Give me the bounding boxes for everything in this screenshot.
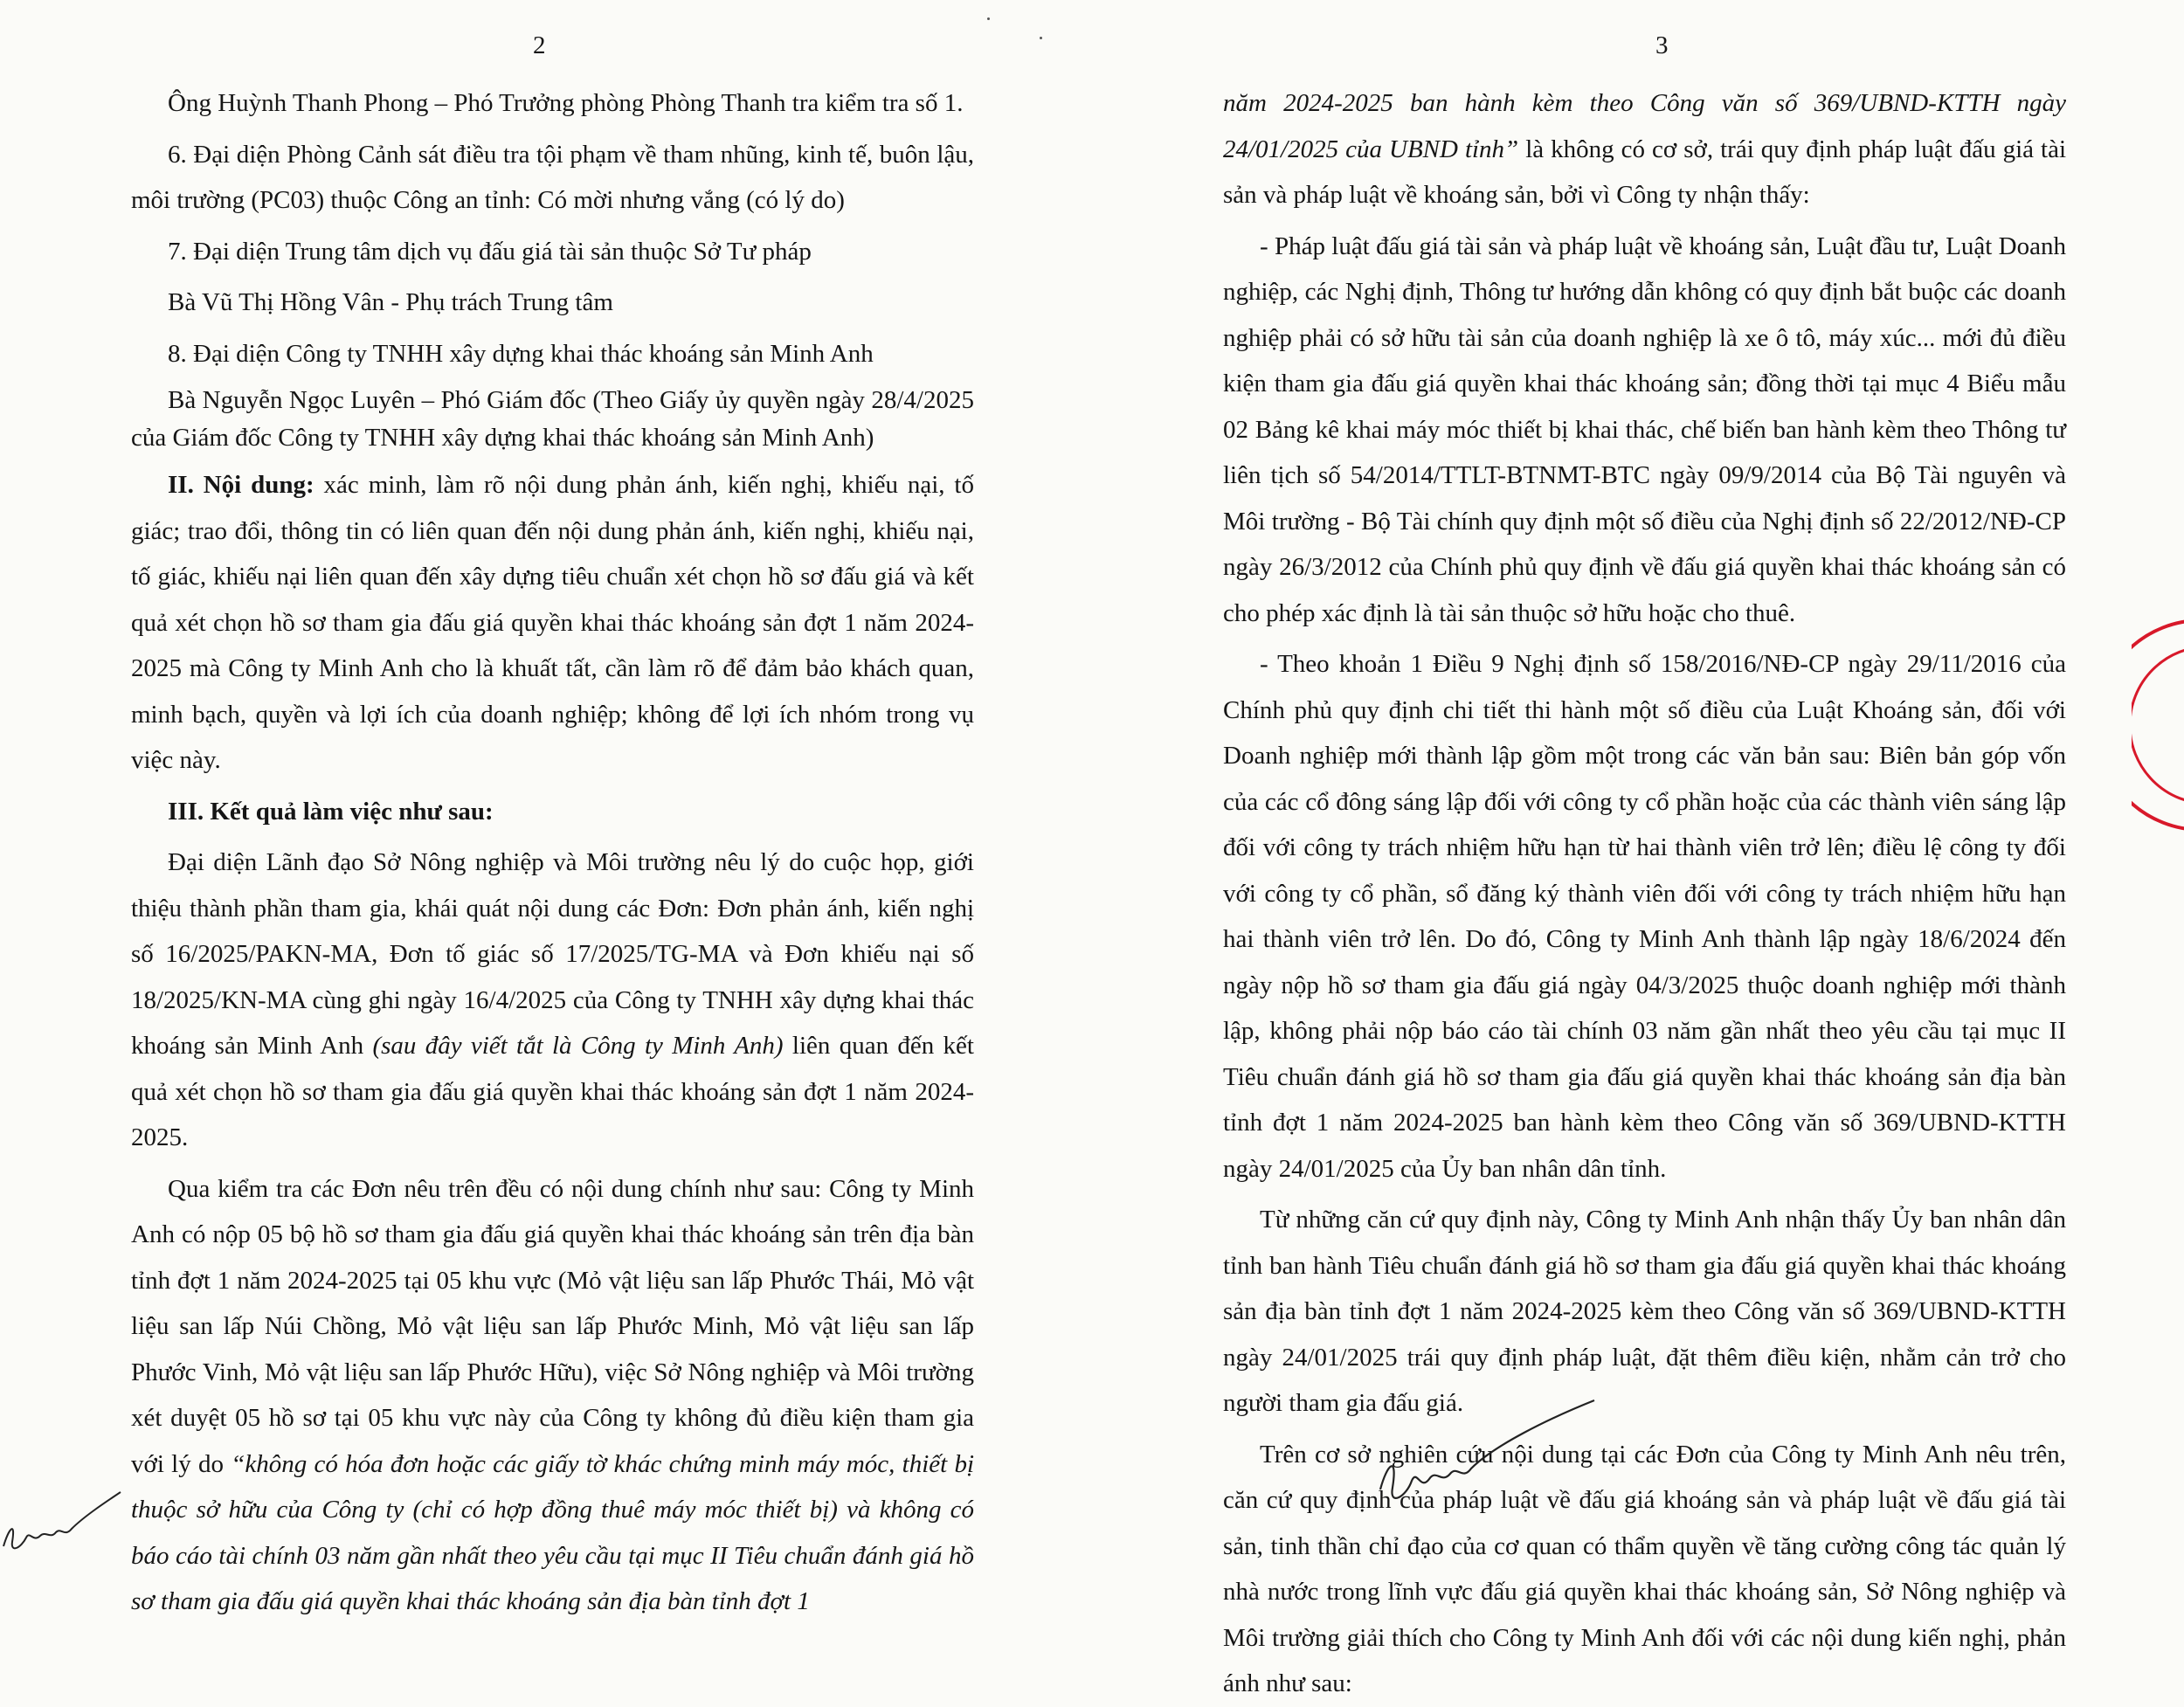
paragraph: - Pháp luật đấu giá tài sản và pháp luật về khoáng sản, Luật đầu tư, Luật Doanh nghiệp, các Nghị định, Thông tư hướng dẫn không có quy định bắt buộc các doanh nghiệp phải có sở hữu tài sản của doanh nghiệp là xe ô tô, máy xúc... mới đủ điều kiện tham gia đấu giá quyền khai thác khoáng sản; đồng thời tại mục 4 Biểu mẫu 02 Bảng kê khai máy móc thiết bị khai thác, chế biến ban hành kèm theo Thông tư liên tịch số 54/2014/TTLT-BTNMT-BTC ngày 09/9/2014 của Bộ Tài nguyên và Môi trường - Bộ Tài chính quy định một số điều của Nghị định số 22/2012/NĐ-CP ngày 26/3/2012 của Chính phủ quy định về đấu giá quyền khai thác khoáng sản có cho phép xác định là tài sản thuộc sở hữu hoặc cho thuê.: [1223, 232, 2066, 627]
signature-icon: [1372, 1393, 1599, 1524]
paragraph: - Theo khoản 1 Điều 9 Nghị định số 158/2016/NĐ-CP ngày 29/11/2016 của Chính phủ quy định chi tiết thi hành một số điều của Luật Khoáng sản, đối với Doanh nghiệp mới thành lập gồm một trong các văn bản sau: Biên bản góp vốn của các cổ đông sáng lập đối với công ty cổ phần hoặc của các thành viên sáng lập đối với công ty trách nhiệm hữu hạn từ hai thành viên trở lên; điều lệ công ty đối với công ty cổ phần, sổ đăng ký thành viên đối với công ty trách nhiệm hữu hạn hai thành viên trở lên. Do đó, Công ty Minh Anh thành lập ngày 18/6/2024 đến ngày nộp hồ sơ tham gia đấu giá ngày 04/3/2025 thuộc doanh nghiệp mới thành lập, không phải nộp báo cáo tài chính 03 năm gần nhất theo yêu cầu tại mục II Tiêu chuẩn đánh giá hồ sơ tham gia đấu giá quyền khai thác khoáng sản địa bàn tỉnh đợt 1 năm 2024-2025 ban hành kèm theo Công văn số 369/UBND-KTTH ngày 24/01/2025 của Ủy ban nhân dân tỉnh.: [1223, 650, 2066, 1183]
paragraph: Từ những căn cứ quy định này, Công ty Minh Anh nhận thấy Ủy ban nhân dân tỉnh ban hành Tiêu chuẩn đánh giá hồ sơ tham gia đấu giá quyền khai thác khoáng sản địa bàn tỉnh đợt 1 năm 2024-2025 kèm theo Công văn số 369/UBND-KTTH ngày 24/01/2025 trái quy định pháp luật, đặt thêm điều kiện, nhằm cản trở cho người tham gia đấu giá.: [1223, 1206, 2066, 1417]
paragraph: năm 2024-2025 ban hành kèm theo Công văn số 369/UBND-KTTH ngày 24/01/2025 của UBND tỉnh” là không có cơ sở, trái quy định pháp luật đấu giá tài sản và pháp luật về khoáng sản, bởi vì Công ty nhận thấy:: [1223, 89, 2067, 209]
section-heading: III. Kết quả làm việc như sau:: [168, 797, 494, 826]
page-body: [131, 80, 974, 1625]
paragraph: Bà Nguyễn Ngọc Luyên – Phó Giám đốc (Theo Giấy ủy quyền ngày 28/4/2025 của Giám đốc Công ty TNHH xây dựng khai thác khoáng sản Minh Anh): [131, 386, 974, 452]
page-number: 2: [533, 31, 546, 59]
paragraph: 6. Đại diện Phòng Cảnh sát điều tra tội phạm về tham nhũng, kinh tế, buôn lậu, môi trường (PC03) thuộc Công an tỉnh: Có mời nhưng vắng (có lý do): [131, 140, 974, 214]
document-page-left: [0, 0, 1092, 1615]
paragraph: Qua kiểm tra các Đơn nêu trên đều có nội dung chính như sau: Công ty Minh Anh có nộp 05 bộ hồ sơ tham gia đấu giá quyền khai thác khoáng sản trên địa bàn tỉnh đợt 1 năm 2024-2025 tại 05 khu vực (Mỏ vật liệu san lấp Phước Thái, Mỏ vật liệu san lấp Núi Chồng, Mỏ vật liệu san lấp Phước Minh, Mỏ vật liệu san lấp Phước Vinh, Mỏ vật liệu san lấp Phước Hữu), việc Sở Nông nghiệp và Môi trường xét duyệt 05 hồ sơ tại 05 khu vực này của Công ty không đủ điều kiện tham gia với lý do “không có hóa đơn hoặc các giấy tờ khác chứng minh máy móc, thiết bị thuộc sở hữu của Công ty (chỉ có hợp đồng thuê máy móc thiết bị) và không có báo cáo tài chính 03 năm gần nhất theo yêu cầu tại mục II Tiêu chuẩn đánh giá hồ sơ tham gia đấu giá quyền khai thác khoáng sản địa bàn tỉnh đợt 1: [131, 1174, 975, 1615]
paragraph: Trên cơ sở nghiên cứu nội dung tại các Đơn của Công ty Minh Anh nêu trên, căn cứ quy định của pháp luật về đấu giá khoáng sản và pháp luật về đấu giá tài sản, tinh thần chỉ đạo của cơ quan có thẩm quyền về tăng cường công tác quản lý nhà nước trong lĩnh vực đấu giá quyền khai thác khoáng sản, Sở Nông nghiệp và Môi trường giải thích cho Công ty Minh Anh đối với các nội dung kiến nghị, phản ánh như sau:: [1223, 1440, 2066, 1697]
stamp-icon: [2132, 612, 2184, 839]
document-page-right: [1092, 0, 2184, 1697]
paragraph: 7. Đại diện Trung tâm dịch vụ đấu giá tài sản thuộc Sở Tư pháp: [168, 237, 812, 266]
paragraph: Bà Vũ Thị Hồng Vân - Phụ trách Trung tâm: [168, 288, 613, 316]
section-heading: II. Nội dung:: [168, 471, 314, 499]
section-heading-content: II. Nội dung: xác minh, làm rõ nội dung phản ánh, kiến nghị, khiếu nại, tố giác; trao đổi, thông tin có liên quan đến nội dung phản ánh, kiến nghị, khiếu nại, tố giác, khiếu nại liên quan đến xây dựng tiêu chuẩn xét chọn hồ sơ đấu giá và kết quả xét chọn hồ sơ tham gia đấu giá quyền khai thác khoáng sản đợt 1 năm 2024-2025 mà Công ty Minh Anh cho là khuất tất, cần làm rõ để đảm bảo khách quan, minh bạch, quyền và lợi ích của doanh nghiệp; không để lợi ích nhóm trong vụ việc này.: [131, 471, 974, 774]
paragraph: Đại diện Lãnh đạo Sở Nông nghiệp và Môi trường nêu lý do cuộc họp, giới thiệu thành phần tham gia, khái quát nội dung các Đơn: Đơn phản ánh, kiến nghị số 16/2025/PAKN-MA, Đơn tố giác số 17/2025/TG-MA và Đơn khiếu nại số 18/2025/KN-MA cùng ghi ngày 16/4/2025 của Công ty TNHH xây dựng khai thác khoáng sản Minh Anh (sau đây viết tắt là Công ty Minh Anh) liên quan đến kết quả xét chọn hồ sơ tham gia đấu giá quyền khai thác khoáng sản đợt 1 năm 2024-2025.: [131, 848, 974, 1151]
paragraph: Ông Huỳnh Thanh Phong – Phó Trưởng phòng Phòng Thanh tra kiểm tra số 1.: [168, 89, 964, 117]
signature-icon: [0, 1468, 122, 1559]
page-number: 3: [1655, 31, 1669, 59]
paragraph: 8. Đại diện Công ty TNHH xây dựng khai thác khoáng sản Minh Anh: [168, 339, 874, 368]
page-body: [1223, 80, 2066, 1707]
